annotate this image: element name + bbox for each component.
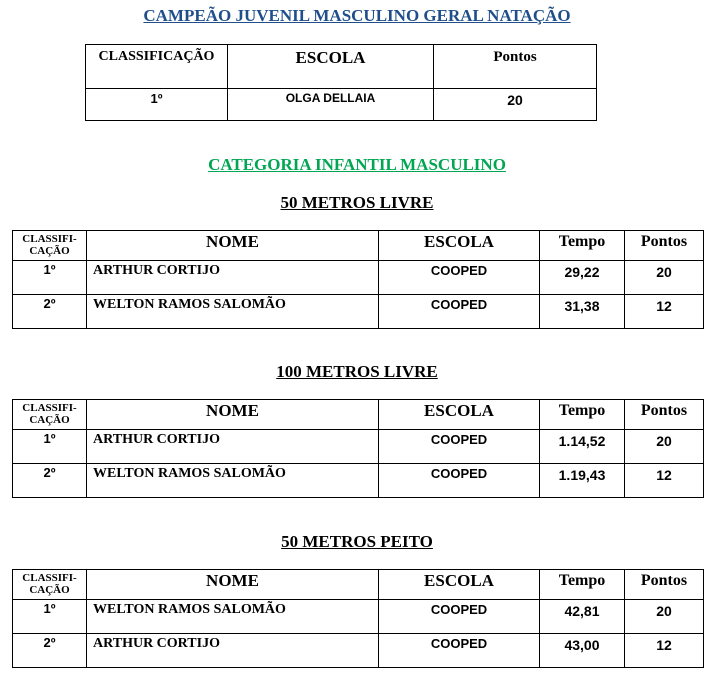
tempo-cell: 29,22 [540,261,625,295]
nome-cell: ARTHUR CORTIJO [87,430,379,464]
pos-cell: 2º [13,464,87,498]
header-classificacao [13,400,87,430]
header-class-line1: CLASSIFI- [22,402,77,414]
event-header-row [13,400,704,430]
overall-table [85,44,597,121]
header-classificacao [13,570,87,600]
header-classificacao: CLASSIFICAÇÃO [86,45,228,89]
header-nome: NOME [87,570,379,600]
overall-pos: 1º [86,89,228,121]
table-row [13,464,704,498]
escola-cell: COOPED [379,634,540,668]
pontos-cell: 12 [625,295,704,329]
pos-cell: 1º [13,430,87,464]
pontos-cell: 12 [625,464,704,498]
pos-cell: 2º [13,634,87,668]
header-escola: ESCOLA [379,400,540,430]
pontos-cell: 20 [625,600,704,634]
table-row [13,634,704,668]
header-tempo: Tempo [540,570,625,600]
overall-row [86,89,597,121]
header-escola: ESCOLA [379,570,540,600]
event-header-row [13,570,704,600]
event-table [12,399,704,498]
pos-cell: 2º [13,295,87,329]
table-row [13,430,704,464]
event-title: 100 METROS LIVRE [276,362,438,381]
category-title: CATEGORIA INFANTIL MASCULINO [208,155,506,174]
header-pontos: Pontos [434,45,597,89]
header-class-line2: CAÇÃO [29,414,70,426]
tempo-cell: 1.14,52 [540,430,625,464]
event-title: 50 METROS PEITO [281,532,433,551]
nome-cell: ARTHUR CORTIJO [87,261,379,295]
pos-cell: 1º [13,261,87,295]
header-class-line2: CAÇÃO [29,245,70,257]
header-class-line1: CLASSIFI- [22,233,77,245]
escola-cell: COOPED [379,464,540,498]
escola-cell: COOPED [379,261,540,295]
header-class-line1: CLASSIFI- [22,572,77,584]
header-tempo: Tempo [540,400,625,430]
escola-cell: COOPED [379,600,540,634]
nome-cell: WELTON RAMOS SALOMÃO [87,600,379,634]
nome-cell: WELTON RAMOS SALOMÃO [87,295,379,329]
pontos-cell: 20 [625,430,704,464]
header-escola: ESCOLA [379,231,540,261]
tempo-cell: 42,81 [540,600,625,634]
header-nome: NOME [87,400,379,430]
table-row [13,295,704,329]
escola-cell: COOPED [379,430,540,464]
event-title: 50 METROS LIVRE [280,193,434,212]
overall-escola: OLGA DELLAIA [228,89,434,121]
page-title: CAMPEÃO JUVENIL MASCULINO GERAL NATAÇÃO [143,6,571,25]
header-class-line2: CAÇÃO [29,584,70,596]
escola-cell: COOPED [379,295,540,329]
event-header-row [13,231,704,261]
header-pontos: Pontos [625,231,704,261]
header-pontos: Pontos [625,570,704,600]
tempo-cell: 31,38 [540,295,625,329]
event-table [12,230,704,329]
table-row [13,600,704,634]
header-tempo: Tempo [540,231,625,261]
tempo-cell: 43,00 [540,634,625,668]
event-table [12,569,704,668]
nome-cell: ARTHUR CORTIJO [87,634,379,668]
header-nome: NOME [87,231,379,261]
header-pontos: Pontos [625,400,704,430]
overall-pontos: 20 [434,89,597,121]
nome-cell: WELTON RAMOS SALOMÃO [87,464,379,498]
header-escola: ESCOLA [228,45,434,89]
tempo-cell: 1.19,43 [540,464,625,498]
table-row [13,261,704,295]
pos-cell: 1º [13,600,87,634]
pontos-cell: 20 [625,261,704,295]
pontos-cell: 12 [625,634,704,668]
header-classificacao [13,231,87,261]
overall-header-row [86,45,597,89]
